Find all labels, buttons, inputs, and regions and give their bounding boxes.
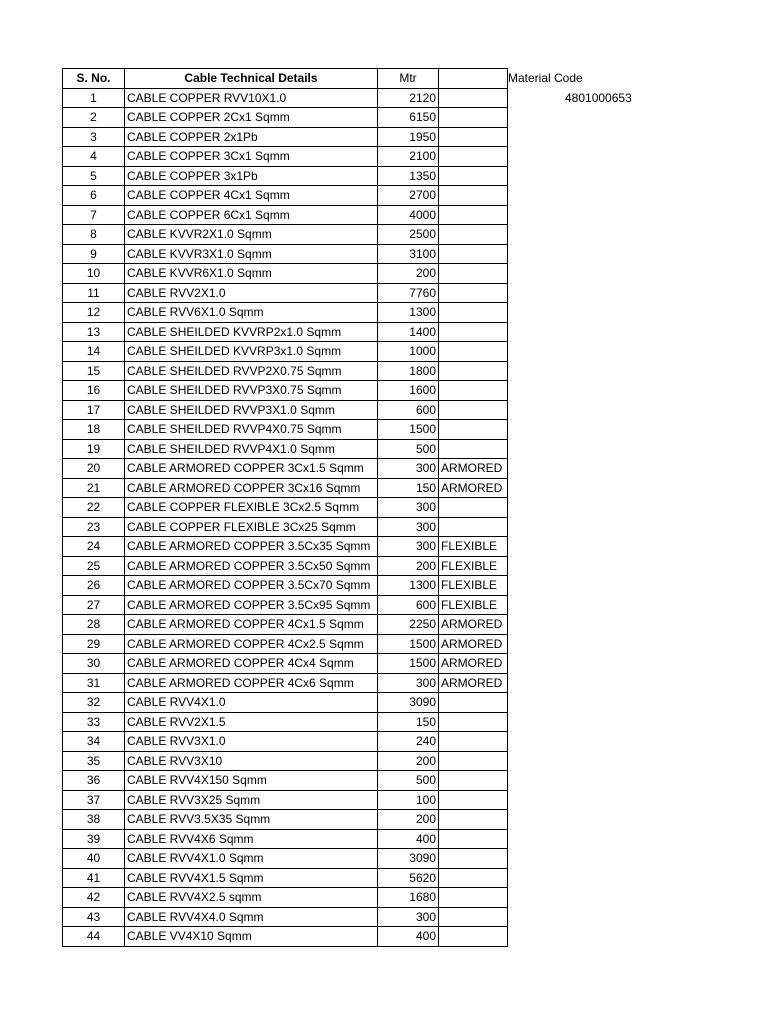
row-details-cell: CABLE ARMORED COPPER 4Cx6 Sqmm <box>125 673 378 693</box>
table-row <box>63 888 508 908</box>
table-row <box>63 244 508 264</box>
row-type-cell <box>439 166 508 186</box>
row-details-cell: CABLE COPPER 2Cx1 Sqmm <box>125 108 378 128</box>
row-sno-cell: 18 <box>63 420 125 440</box>
row-details-cell: CABLE COPPER FLEXIBLE 3Cx25 Sqmm <box>125 517 378 537</box>
row-sno-cell: 28 <box>63 615 125 635</box>
row-mtr-cell: 6150 <box>378 108 439 128</box>
table-row <box>63 283 508 303</box>
row-mtr-cell: 400 <box>378 927 439 947</box>
row-type-cell <box>439 868 508 888</box>
row-mtr-cell: 3090 <box>378 849 439 869</box>
row-mtr-cell: 500 <box>378 771 439 791</box>
row-type-cell <box>439 400 508 420</box>
table-row <box>63 634 508 654</box>
table-row <box>63 108 508 128</box>
row-sno-cell: 4 <box>63 147 125 167</box>
row-sno-cell: 30 <box>63 654 125 674</box>
row-sno-cell: 24 <box>63 537 125 557</box>
row-type-cell: ARMORED <box>439 459 508 479</box>
row-details-cell: CABLE ARMORED COPPER 3.5Cx35 Sqmm <box>125 537 378 557</box>
table-row <box>63 225 508 245</box>
row-details-cell: CABLE RVV4X2.5 sqmm <box>125 888 378 908</box>
row-sno-cell: 32 <box>63 693 125 713</box>
table-row <box>63 303 508 323</box>
row-sno-cell: 38 <box>63 810 125 830</box>
row-mtr-cell: 200 <box>378 264 439 284</box>
row-type-cell: ARMORED <box>439 654 508 674</box>
row-mtr-cell: 300 <box>378 673 439 693</box>
table-row <box>63 420 508 440</box>
row-details-cell: CABLE ARMORED COPPER 4Cx2.5 Sqmm <box>125 634 378 654</box>
row-details-cell: CABLE COPPER FLEXIBLE 3Cx2.5 Sqmm <box>125 498 378 518</box>
row-details-cell: CABLE ARMORED COPPER 4Cx1.5 Sqmm <box>125 615 378 635</box>
row-sno-cell: 27 <box>63 595 125 615</box>
row-sno-cell: 1 <box>63 88 125 108</box>
row-sno-cell: 9 <box>63 244 125 264</box>
row-sno-cell: 20 <box>63 459 125 479</box>
row-type-cell <box>439 771 508 791</box>
row-mtr-cell: 1950 <box>378 127 439 147</box>
row-mtr-cell: 2100 <box>378 147 439 167</box>
row-mtr-cell: 3090 <box>378 693 439 713</box>
row-mtr-cell: 300 <box>378 907 439 927</box>
table-row <box>63 264 508 284</box>
table-row <box>63 810 508 830</box>
header-mtr: Mtr <box>378 69 439 89</box>
row-mtr-cell: 600 <box>378 595 439 615</box>
row-details-cell: CABLE COPPER 2x1Pb <box>125 127 378 147</box>
row-type-cell <box>439 498 508 518</box>
row-mtr-cell: 3100 <box>378 244 439 264</box>
row-mtr-cell: 1300 <box>378 576 439 596</box>
row-mtr-cell: 1500 <box>378 654 439 674</box>
row-mtr-cell: 1500 <box>378 634 439 654</box>
row-details-cell: CABLE SHEILDED KVVRP2x1.0 Sqmm <box>125 322 378 342</box>
row-mtr-cell: 1680 <box>378 888 439 908</box>
table-row <box>63 790 508 810</box>
row-details-cell: CABLE COPPER 4Cx1 Sqmm <box>125 186 378 206</box>
table-row <box>63 732 508 752</box>
table-row <box>63 771 508 791</box>
row-sno-cell: 41 <box>63 868 125 888</box>
row-sno-cell: 11 <box>63 283 125 303</box>
row-details-cell: CABLE RVV4X1.5 Sqmm <box>125 868 378 888</box>
row-type-cell: FLEXIBLE <box>439 556 508 576</box>
row-details-cell: CABLE RVV3X25 Sqmm <box>125 790 378 810</box>
row-details-cell: CABLE RVV4X1.0 Sqmm <box>125 849 378 869</box>
table-row <box>63 868 508 888</box>
row-details-cell: CABLE SHEILDED RVVP3X1.0 Sqmm <box>125 400 378 420</box>
table-row <box>63 907 508 927</box>
row-type-cell <box>439 127 508 147</box>
row-sno-cell: 2 <box>63 108 125 128</box>
row-type-cell: FLEXIBLE <box>439 537 508 557</box>
row-mtr-cell: 2700 <box>378 186 439 206</box>
row-type-cell <box>439 381 508 401</box>
row-type-cell <box>439 88 508 108</box>
row-type-cell: ARMORED <box>439 615 508 635</box>
row-details-cell: CABLE SHEILDED RVVP2X0.75 Sqmm <box>125 361 378 381</box>
table-row <box>63 849 508 869</box>
row-details-cell: CABLE KVVR2X1.0 Sqmm <box>125 225 378 245</box>
row-sno-cell: 25 <box>63 556 125 576</box>
row-type-cell <box>439 322 508 342</box>
row-sno-cell: 6 <box>63 186 125 206</box>
table-row <box>63 693 508 713</box>
row-sno-cell: 33 <box>63 712 125 732</box>
row-mtr-cell: 1500 <box>378 420 439 440</box>
table-row <box>63 556 508 576</box>
row-sno-cell: 14 <box>63 342 125 362</box>
row-type-cell <box>439 186 508 206</box>
row-mtr-cell: 1800 <box>378 361 439 381</box>
material-code-label: Material Code <box>508 71 583 85</box>
row-mtr-cell: 1350 <box>378 166 439 186</box>
row-mtr-cell: 1000 <box>378 342 439 362</box>
row-mtr-cell: 300 <box>378 459 439 479</box>
row-details-cell: CABLE RVV3X1.0 <box>125 732 378 752</box>
row-sno-cell: 17 <box>63 400 125 420</box>
row-type-cell: ARMORED <box>439 673 508 693</box>
row-sno-cell: 39 <box>63 829 125 849</box>
row-mtr-cell: 2500 <box>378 225 439 245</box>
row-type-cell <box>439 888 508 908</box>
row-details-cell: CABLE COPPER RVV10X1.0 <box>125 88 378 108</box>
row-sno-cell: 40 <box>63 849 125 869</box>
table-row <box>63 186 508 206</box>
table-row <box>63 927 508 947</box>
table-row <box>63 361 508 381</box>
row-sno-cell: 19 <box>63 439 125 459</box>
row-sno-cell: 42 <box>63 888 125 908</box>
row-details-cell: CABLE RVV2X1.0 <box>125 283 378 303</box>
row-details-cell: CABLE KVVR6X1.0 Sqmm <box>125 264 378 284</box>
row-type-cell: FLEXIBLE <box>439 576 508 596</box>
row-details-cell: CABLE RVV2X1.5 <box>125 712 378 732</box>
header-row <box>63 69 508 89</box>
table-row <box>63 166 508 186</box>
row-sno-cell: 34 <box>63 732 125 752</box>
table-row <box>63 517 508 537</box>
row-type-cell <box>439 712 508 732</box>
row-details-cell: CABLE ARMORED COPPER 3.5Cx95 Sqmm <box>125 595 378 615</box>
row-mtr-cell: 300 <box>378 517 439 537</box>
row-details-cell: CABLE KVVR3X1.0 Sqmm <box>125 244 378 264</box>
row-mtr-cell: 150 <box>378 478 439 498</box>
row-mtr-cell: 300 <box>378 537 439 557</box>
table-row <box>63 400 508 420</box>
row-sno-cell: 12 <box>63 303 125 323</box>
row-type-cell: ARMORED <box>439 478 508 498</box>
row-details-cell: CABLE ARMORED COPPER 3Cx1.5 Sqmm <box>125 459 378 479</box>
material-code-value: 4801000653 <box>565 91 632 105</box>
row-type-cell <box>439 907 508 927</box>
table-row <box>63 127 508 147</box>
table-row <box>63 595 508 615</box>
table-row <box>63 342 508 362</box>
row-mtr-cell: 200 <box>378 556 439 576</box>
table-row <box>63 459 508 479</box>
header-details: Cable Technical Details <box>125 69 378 89</box>
row-details-cell: CABLE RVV4X4.0 Sqmm <box>125 907 378 927</box>
table-row <box>63 673 508 693</box>
row-details-cell: CABLE ARMORED COPPER 3.5Cx50 Sqmm <box>125 556 378 576</box>
row-type-cell <box>439 420 508 440</box>
row-mtr-cell: 240 <box>378 732 439 752</box>
row-details-cell: CABLE COPPER 6Cx1 Sqmm <box>125 205 378 225</box>
row-type-cell <box>439 810 508 830</box>
header-extra <box>439 69 508 89</box>
row-sno-cell: 26 <box>63 576 125 596</box>
row-type-cell <box>439 849 508 869</box>
row-type-cell <box>439 108 508 128</box>
row-details-cell: CABLE SHEILDED RVVP4X1.0 Sqmm <box>125 439 378 459</box>
row-details-cell: CABLE RVV3X10 <box>125 751 378 771</box>
row-mtr-cell: 200 <box>378 751 439 771</box>
row-mtr-cell: 1600 <box>378 381 439 401</box>
row-type-cell <box>439 517 508 537</box>
row-details-cell: CABLE RVV3.5X35 Sqmm <box>125 810 378 830</box>
row-sno-cell: 35 <box>63 751 125 771</box>
row-mtr-cell: 100 <box>378 790 439 810</box>
table-row <box>63 498 508 518</box>
row-details-cell: CABLE SHEILDED RVVP4X0.75 Sqmm <box>125 420 378 440</box>
table-row <box>63 439 508 459</box>
row-mtr-cell: 200 <box>378 810 439 830</box>
table-row <box>63 205 508 225</box>
row-mtr-cell: 4000 <box>378 205 439 225</box>
row-mtr-cell: 1300 <box>378 303 439 323</box>
row-sno-cell: 37 <box>63 790 125 810</box>
row-mtr-cell: 600 <box>378 400 439 420</box>
row-type-cell <box>439 829 508 849</box>
header-sno: S. No. <box>63 69 125 89</box>
table-row <box>63 381 508 401</box>
cable-table <box>62 68 508 947</box>
row-sno-cell: 36 <box>63 771 125 791</box>
row-details-cell: CABLE RVV4X6 Sqmm <box>125 829 378 849</box>
row-mtr-cell: 7760 <box>378 283 439 303</box>
row-details-cell: CABLE COPPER 3x1Pb <box>125 166 378 186</box>
table-row <box>63 478 508 498</box>
row-sno-cell: 3 <box>63 127 125 147</box>
table-row <box>63 322 508 342</box>
row-type-cell: ARMORED <box>439 634 508 654</box>
row-sno-cell: 23 <box>63 517 125 537</box>
row-sno-cell: 21 <box>63 478 125 498</box>
row-sno-cell: 31 <box>63 673 125 693</box>
row-type-cell <box>439 439 508 459</box>
row-type-cell <box>439 264 508 284</box>
table-row <box>63 537 508 557</box>
row-sno-cell: 10 <box>63 264 125 284</box>
row-mtr-cell: 300 <box>378 498 439 518</box>
row-mtr-cell: 1400 <box>378 322 439 342</box>
table-row <box>63 576 508 596</box>
row-details-cell: CABLE RVV4X150 Sqmm <box>125 771 378 791</box>
row-type-cell <box>439 361 508 381</box>
row-sno-cell: 44 <box>63 927 125 947</box>
table-row <box>63 751 508 771</box>
row-sno-cell: 16 <box>63 381 125 401</box>
row-type-cell <box>439 283 508 303</box>
row-type-cell: FLEXIBLE <box>439 595 508 615</box>
row-type-cell <box>439 225 508 245</box>
table-row <box>63 712 508 732</box>
row-mtr-cell: 2250 <box>378 615 439 635</box>
row-mtr-cell: 150 <box>378 712 439 732</box>
row-sno-cell: 29 <box>63 634 125 654</box>
row-type-cell <box>439 205 508 225</box>
row-type-cell <box>439 790 508 810</box>
row-details-cell: CABLE RVV6X1.0 Sqmm <box>125 303 378 323</box>
table-row <box>63 147 508 167</box>
row-sno-cell: 22 <box>63 498 125 518</box>
row-sno-cell: 7 <box>63 205 125 225</box>
table-row <box>63 654 508 674</box>
row-sno-cell: 13 <box>63 322 125 342</box>
row-type-cell <box>439 732 508 752</box>
row-details-cell: CABLE ARMORED COPPER 3Cx16 Sqmm <box>125 478 378 498</box>
table-row <box>63 615 508 635</box>
table-row <box>63 829 508 849</box>
row-sno-cell: 5 <box>63 166 125 186</box>
row-sno-cell: 8 <box>63 225 125 245</box>
row-details-cell: CABLE SHEILDED KVVRP3x1.0 Sqmm <box>125 342 378 362</box>
row-mtr-cell: 2120 <box>378 88 439 108</box>
row-mtr-cell: 5620 <box>378 868 439 888</box>
row-details-cell: CABLE ARMORED COPPER 4Cx4 Sqmm <box>125 654 378 674</box>
row-sno-cell: 15 <box>63 361 125 381</box>
row-type-cell <box>439 342 508 362</box>
row-details-cell: CABLE COPPER 3Cx1 Sqmm <box>125 147 378 167</box>
row-type-cell <box>439 303 508 323</box>
row-type-cell <box>439 927 508 947</box>
row-type-cell <box>439 751 508 771</box>
row-sno-cell: 43 <box>63 907 125 927</box>
table-row <box>63 88 508 108</box>
row-mtr-cell: 400 <box>378 829 439 849</box>
row-mtr-cell: 500 <box>378 439 439 459</box>
row-type-cell <box>439 244 508 264</box>
row-details-cell: CABLE ARMORED COPPER 3.5Cx70 Sqmm <box>125 576 378 596</box>
row-type-cell <box>439 147 508 167</box>
row-details-cell: CABLE VV4X10 Sqmm <box>125 927 378 947</box>
row-type-cell <box>439 693 508 713</box>
row-details-cell: CABLE SHEILDED RVVP3X0.75 Sqmm <box>125 381 378 401</box>
table-body <box>63 88 508 946</box>
row-details-cell: CABLE RVV4X1.0 <box>125 693 378 713</box>
